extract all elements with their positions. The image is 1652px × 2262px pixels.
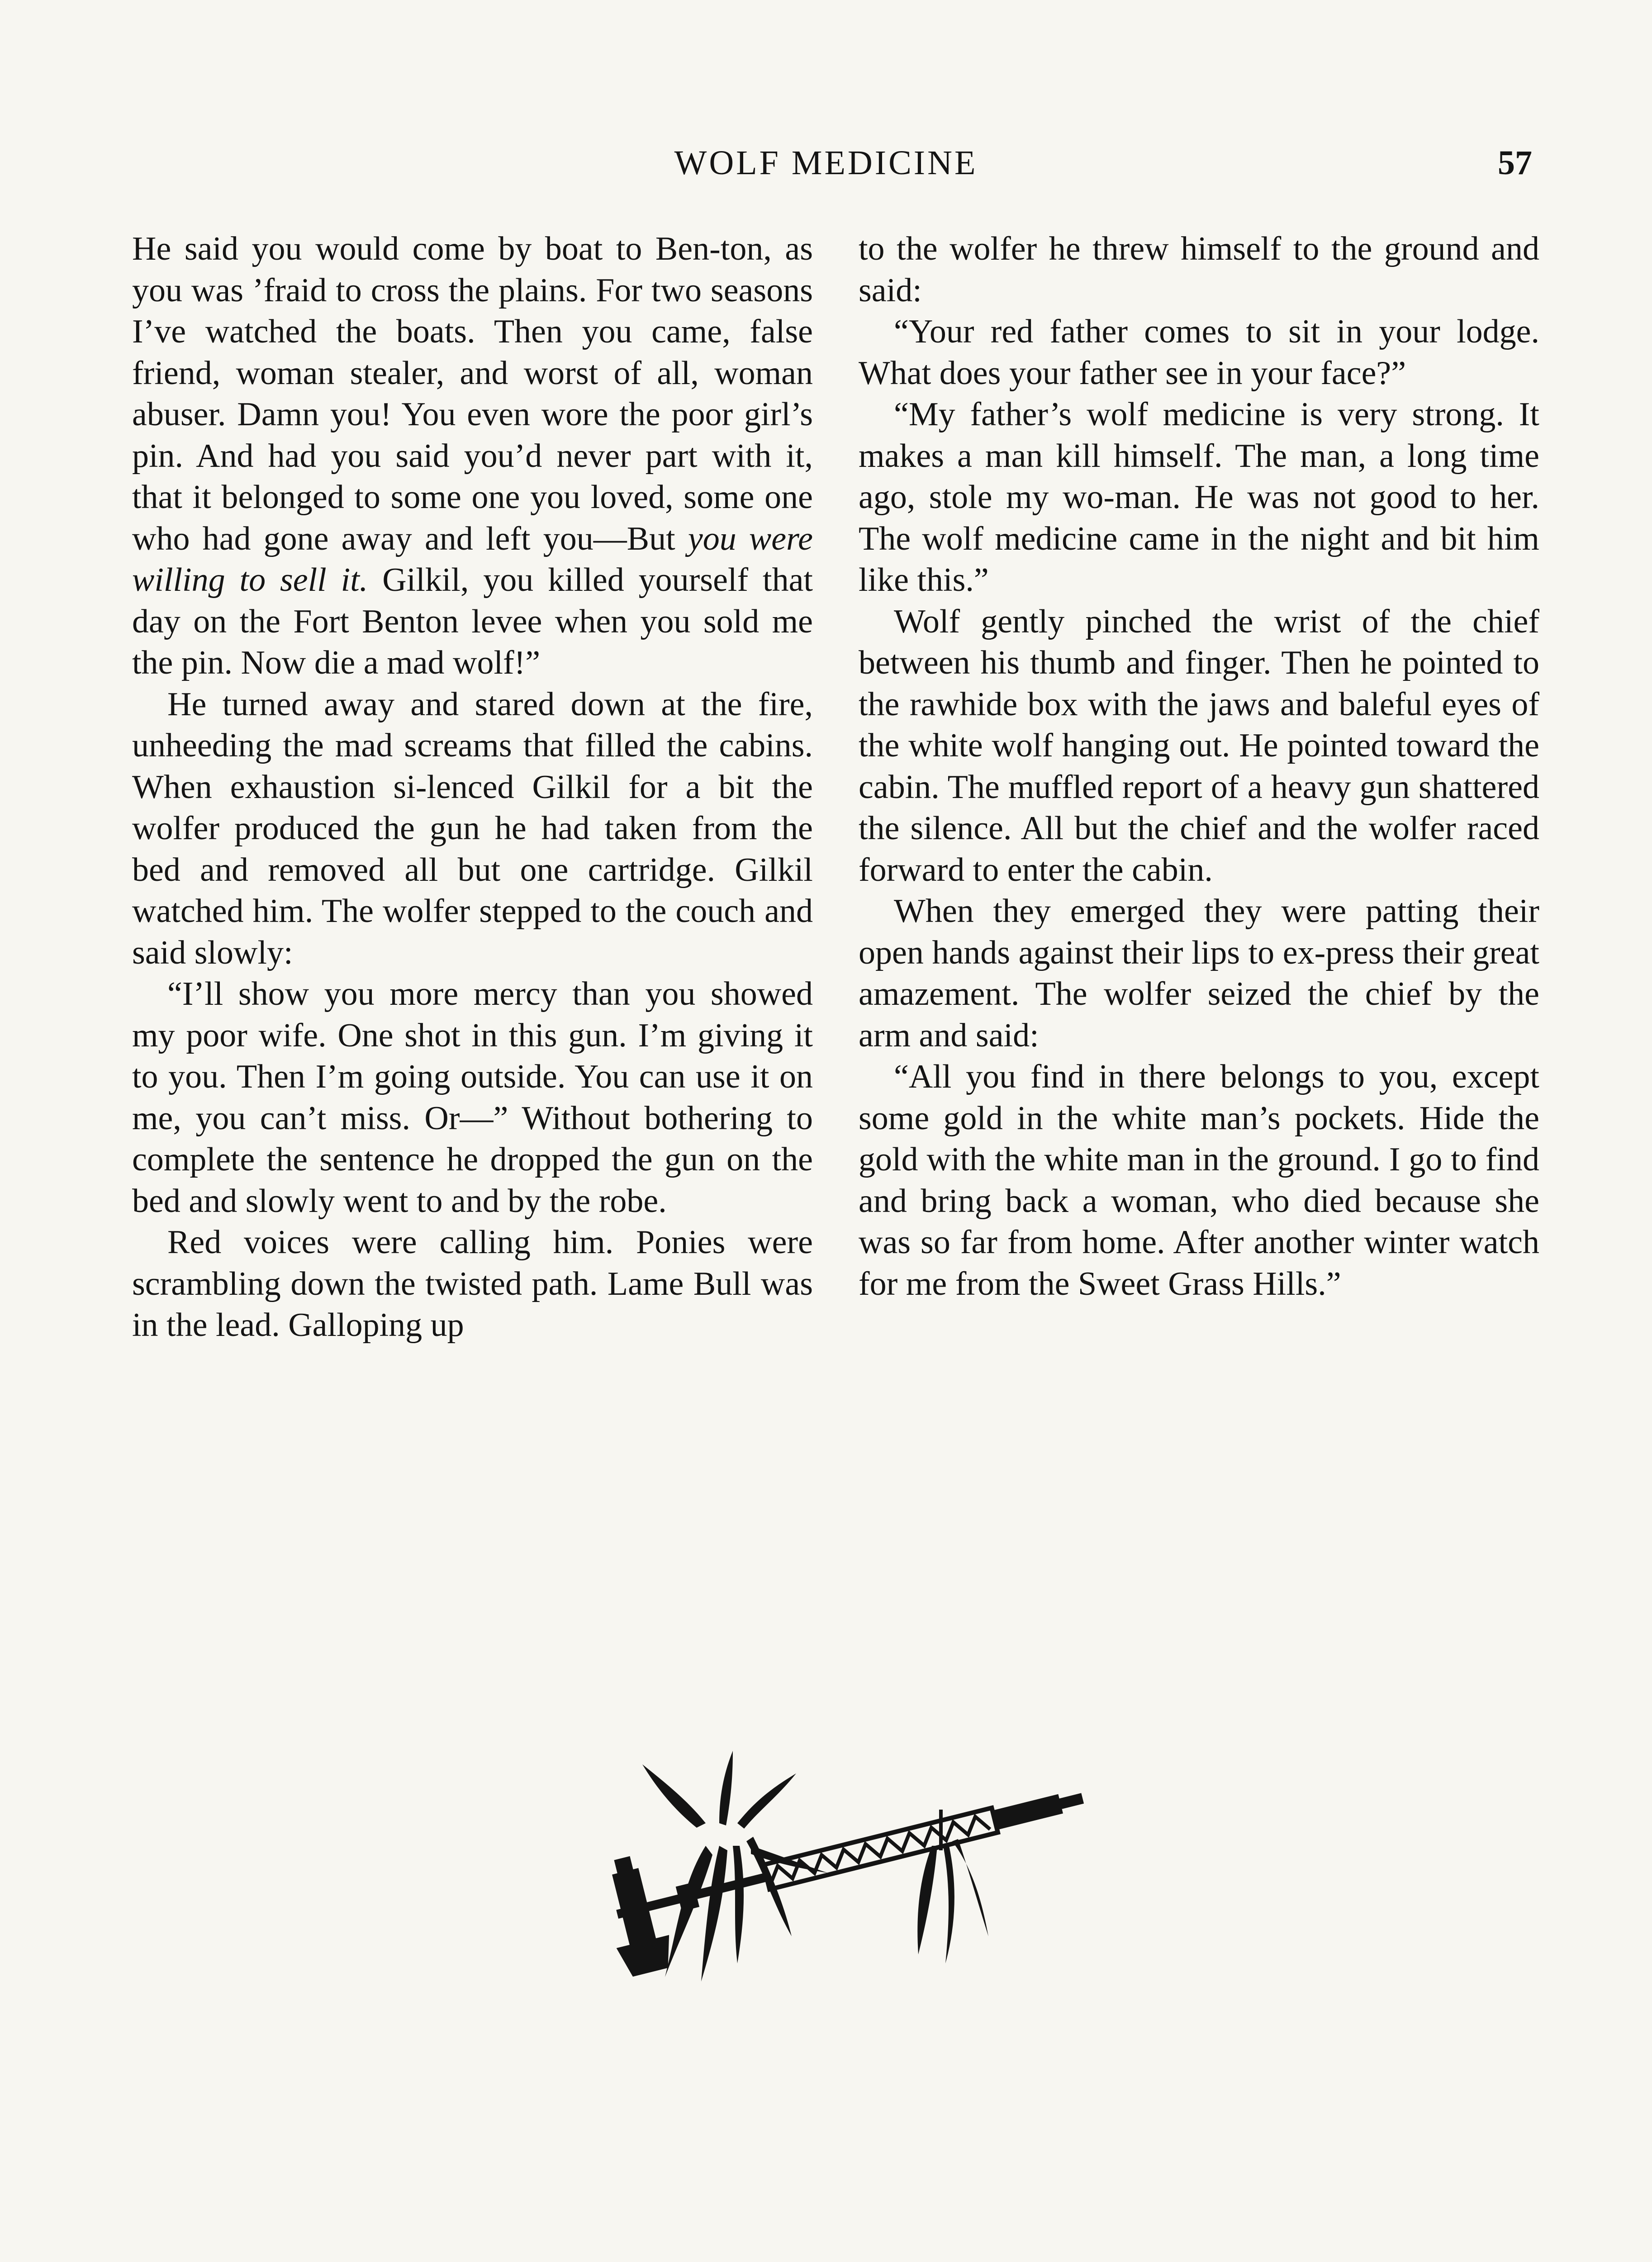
left-column xyxy=(132,228,813,1346)
paragraph: “I’ll show you more mercy than you showed my poor wife. One shot in this gun. I’m giving it to you. Then I’m going outside. You can use it on me, you can’t miss. Or—” Without bothering to complete the sentence he dropped the gun on the bed and slowly went to and by the robe. xyxy=(132,975,813,1220)
paragraph-text: He said you would come by boat to Ben-ton, as you was ’fraid to cross the plains. For two seasons I’ve watched the boats. Then you came, false friend, woman stealer, and worst of all, woman abuser. Damn you! You even wore the poor girl’s pin. And had you said you’d never part with it, that it belonged to some one you loved, some one who had gone away and left you—But xyxy=(132,230,813,557)
right-column xyxy=(859,228,1539,1305)
paragraph: “All you find in there belongs to you, except some gold in the white man’s pockets. Hide the gold with the white man in the ground. I go to find and bring back a woman, who died because she was so far from home. After another winter watch for me from the Sweet Grass Hills.” xyxy=(859,1058,1539,1302)
page-header xyxy=(0,136,1652,190)
italic-emphasis: you were willing to sell it. xyxy=(132,520,813,599)
paragraph: “My father’s wolf medicine is very strong. It makes a man kill himself. The man, a long time ago, stole my wo-man. He was not good to her. The wolf medicine came in the night and bit him like this.” xyxy=(859,396,1539,599)
paragraph: He turned away and stared down at the fire, unheeding the mad screams that filled the cabins. When exhaustion si-lenced Gilkil for a bit the wolfer produced the gun he had taken from the bed and removed all but one cartridge. Gilkil watched him. The wolfer stepped to the couch and said slowly: xyxy=(132,685,813,971)
running-title: WOLF MEDICINE xyxy=(674,144,978,182)
paragraph: When they emerged they were patting their open hands against their lips to ex-press their great amazement. The wolfer seized the chief by the arm and said: xyxy=(859,893,1539,1054)
feathered-pipe-tomahawk-icon xyxy=(584,1710,1099,2009)
page-number: 57 xyxy=(1498,144,1532,182)
paragraph: to the wolfer he threw himself to the ground and said: xyxy=(859,230,1539,309)
paragraph: Red voices were calling him. Ponies were scrambling down the twisted path. Lame Bull was in the lead. Galloping up xyxy=(132,1224,813,1344)
paragraph-text: Gilkil, you killed yourself that day on the Fort Benton levee when you sold me the pin. Now die a mad wolf!” xyxy=(132,561,813,681)
paragraph: “Your red father comes to sit in your lodge. What does your father see in your face?” xyxy=(859,313,1539,392)
paragraph xyxy=(132,228,813,684)
paragraph: Wolf gently pinched the wrist of the chief between his thumb and finger. Then he pointed to the rawhide box with the jaws and baleful eyes of the white wolf hanging out. He pointed toward the cabin. The muffled report of a heavy gun shattered the silence. All but the chief and the wolfer raced forward to enter the cabin. xyxy=(859,603,1539,889)
